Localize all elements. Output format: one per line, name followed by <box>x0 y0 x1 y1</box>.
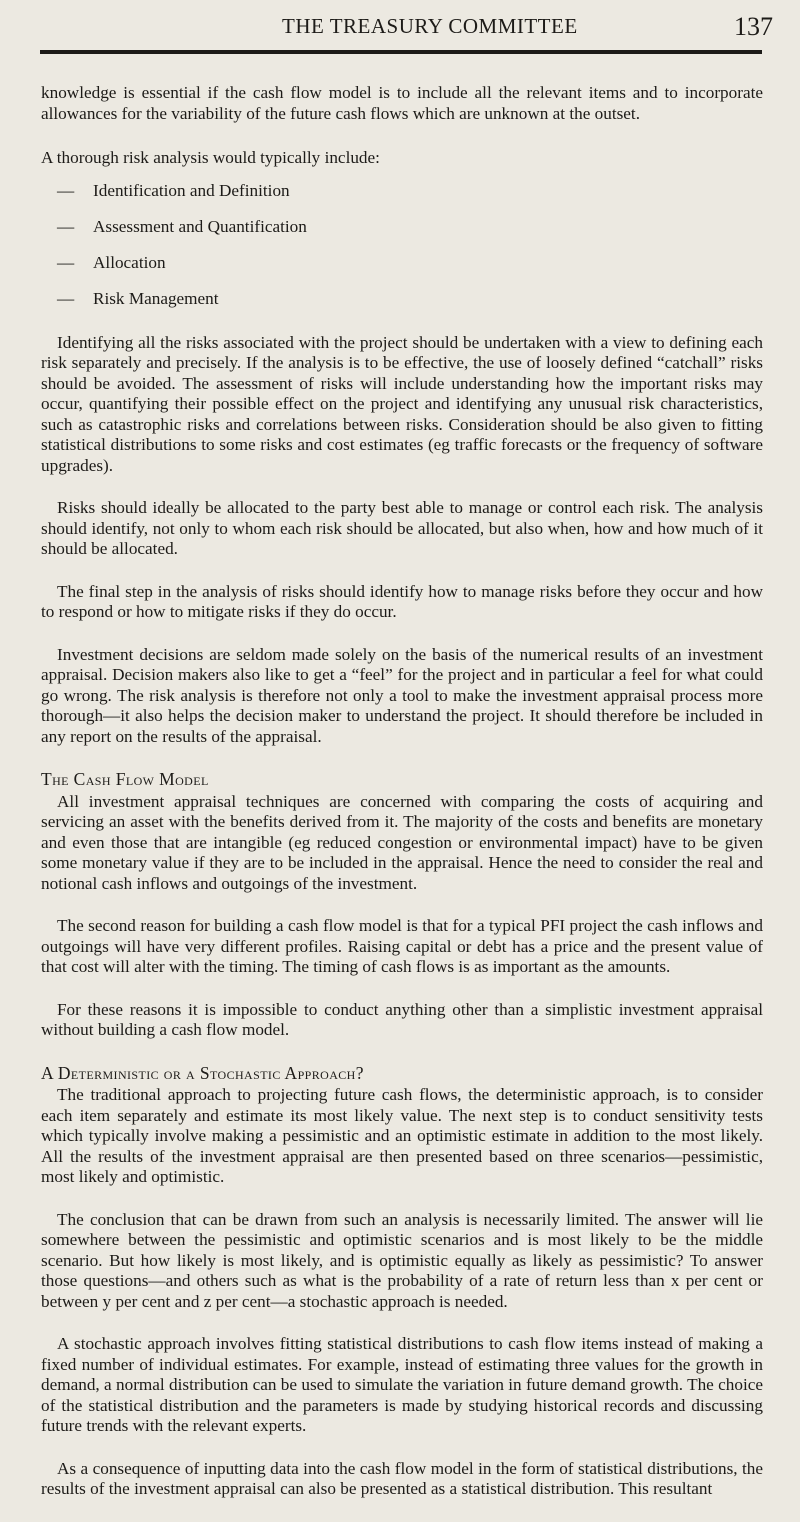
list-dash: — <box>57 180 75 200</box>
header-rule <box>40 50 762 54</box>
list-intro: A thorough risk analysis would typically include: <box>41 148 380 167</box>
paragraph: A stochastic approach involves fitting statistical distributions to cash flow items instead of making a fixed number of individual estimates. For example, instead of estimating three values for the growth in demand, a normal distribution can be used to simulate the variation in future demand growth. The choice of the statistical distribution and the parameters is made by studying historical records and discussing future trends with the relevant experts. <box>41 1334 763 1435</box>
list-dash: — <box>57 288 75 308</box>
list-item-label: Allocation <box>93 252 166 272</box>
intro-paragraph: knowledge is essential if the cash flow model is to include all the relevant items and to incorporate allowances for the variability of the future cash flows which are unknown at the outset. <box>41 83 763 123</box>
list-item <box>57 253 763 275</box>
list-item <box>57 217 763 239</box>
list-item-label: Assessment and Quantification <box>93 216 307 236</box>
paragraph: Investment decisions are seldom made solely on the basis of the numerical results of an investment appraisal. Decision makers also like to get a “feel” for the project and in particular a feel for what could go wrong. The risk analysis is therefore not only a tool to make the investment appraisal process more thorough—it also helps the decision maker to understand the project. It should therefore be included in any report on the results of the appraisal. <box>41 644 763 746</box>
paragraph: The traditional approach to projecting future cash flows, the deterministic approach, is to consider each item separately and estimate its most likely value. The next step is to conduct sensitivity tests which typically involve making a pessimistic and an optimistic estimate in addition to the most likely. All the results of the investment appraisal are then presented based on three scenarios—pessimistic, most likely and optimistic. <box>41 1085 763 1186</box>
list-item <box>57 181 763 203</box>
paragraph: The conclusion that can be drawn from such an analysis is necessarily limited. The answer will lie somewhere between the pessimistic and optimistic scenarios and is most likely to be the middle scenario. But how likely is most likely, and is optimistic equally as likely as pessimistic? To answer those questions—and others such as what is the probability of a rate of return less than x per cent or between y per cent and z per cent—a stochastic approach is needed. <box>41 1209 763 1311</box>
page-number: 137 <box>734 12 773 41</box>
paragraph: For these reasons it is impossible to conduct anything other than a simplistic investment appraisal without building a cash flow model. <box>41 999 763 1039</box>
page-header <box>0 8 800 48</box>
paragraph: All investment appraisal techniques are concerned with comparing the costs of acquiring and servicing an asset with the benefits derived from it. The majority of the costs and benefits are monetary and even those that are intangible (eg reduced congestion or environmental impact) have to be given some monetary value if they are to be included in the appraisal. Hence the need to consider the real and notional cash inflows and outgoings of the investment. <box>41 791 763 893</box>
section-heading: A Deterministic or a Stochastic Approach? <box>41 1062 364 1083</box>
paragraph: Identifying all the risks associated with the project should be undertaken with a view to defining each risk separately and precisely. If the analysis is to be effective, the use of loosely defined “catchall” risks should be avoided. The assessment of risks will include understanding how the important risks may occur, quantifying their possible effect on the project and identifying any unusual risk characteristics, such as catastrophic risks and correlations between risks. Consideration should be also given to fitting statistical distributions to some risks and cost estimates (eg traffic forecasts or the frequency of software upgrades). <box>41 332 763 475</box>
list-item <box>57 289 763 311</box>
list-item-label: Risk Management <box>93 288 219 308</box>
paragraph: As a consequence of inputting data into the cash flow model in the form of statistical distributions, the results of the investment appraisal can also be presented as a statistical distribution. This resultant <box>41 1458 763 1498</box>
section-heading: The Cash Flow Model <box>41 769 209 789</box>
list-dash: — <box>57 216 75 236</box>
list-item-label: Identification and Definition <box>93 180 290 200</box>
running-title: THE TREASURY COMMITTEE <box>282 14 578 38</box>
paragraph: The second reason for building a cash flow model is that for a typical PFI project the cash inflows and outgoings will have very different profiles. Raising capital or debt has a price and the present value of that cost will alter with the timing. The timing of cash flows is as important as the amounts. <box>41 916 763 976</box>
paragraph: Risks should ideally be allocated to the party best able to manage or control each risk. The analysis should identify, not only to whom each risk should be allocated, but also when, how and how much of it should be allocated. <box>41 498 763 558</box>
risk-analysis-list <box>57 181 763 311</box>
list-dash: — <box>57 252 75 272</box>
page-body <box>41 83 763 1522</box>
paragraph: The final step in the analysis of risks should identify how to manage risks before they occur and how to respond or how to mitigate risks if they do occur. <box>41 581 763 621</box>
